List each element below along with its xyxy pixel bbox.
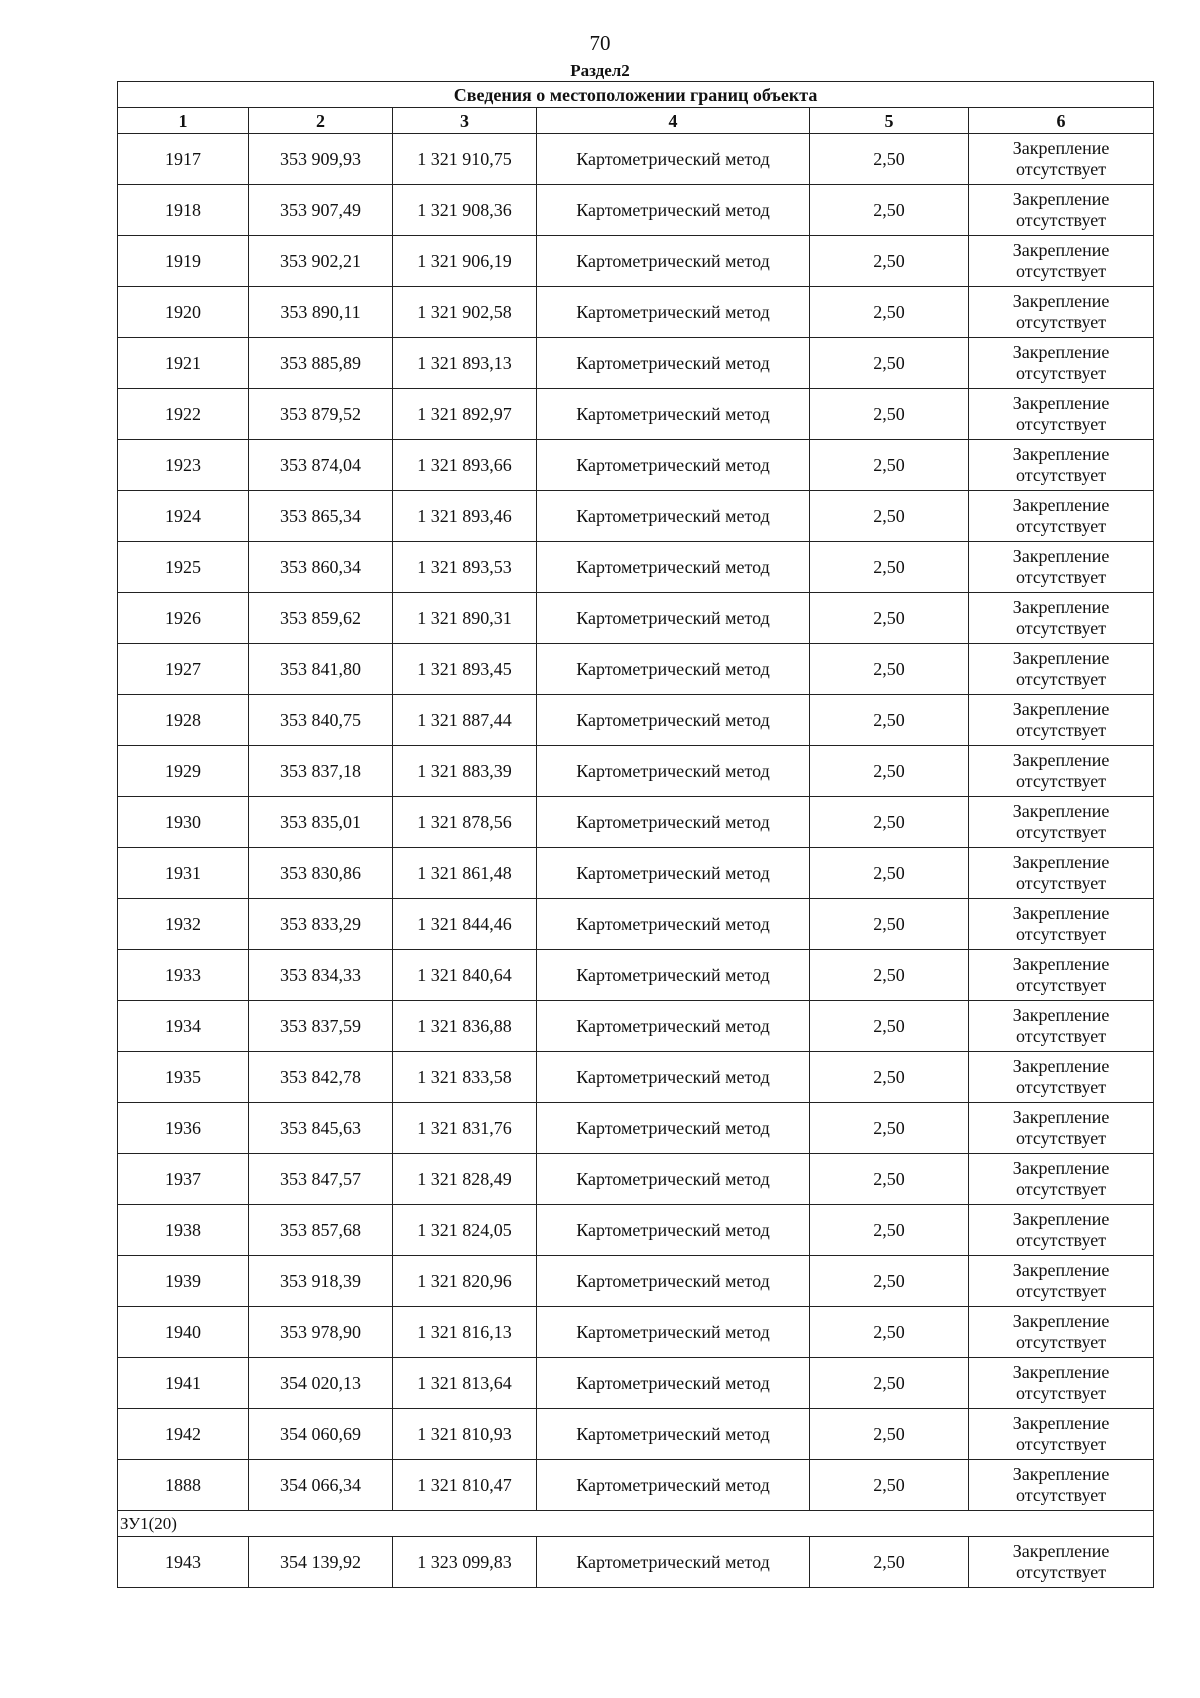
coordinate-x-cell: 353 833,29 — [249, 899, 393, 950]
accuracy-cell: 2,50 — [810, 1307, 969, 1358]
fixation-cell: Закрепление отсутствует — [969, 593, 1154, 644]
fixation-cell: Закрепление отсутствует — [969, 1409, 1154, 1460]
method-cell: Картометрический метод — [537, 1205, 810, 1256]
table-row — [118, 1052, 1154, 1103]
table-row — [118, 1154, 1154, 1205]
table-row — [118, 1460, 1154, 1511]
column-number-row — [118, 108, 1154, 134]
point-number-cell: 1920 — [118, 287, 249, 338]
point-number-cell: 1930 — [118, 797, 249, 848]
coordinate-x-cell: 353 978,90 — [249, 1307, 393, 1358]
page-number: 70 — [589, 31, 611, 55]
coordinate-x-cell: 353 907,49 — [249, 185, 393, 236]
table-row — [118, 440, 1154, 491]
coordinate-x-cell: 353 840,75 — [249, 695, 393, 746]
method-cell: Картометрический метод — [537, 440, 810, 491]
coordinate-y-cell: 1 321 893,53 — [393, 542, 537, 593]
point-number-cell: 1918 — [118, 185, 249, 236]
table-row — [118, 1358, 1154, 1409]
fixation-cell: Закрепление отсутствует — [969, 1537, 1154, 1588]
coordinate-y-cell: 1 321 893,45 — [393, 644, 537, 695]
coordinate-y-cell: 1 321 883,39 — [393, 746, 537, 797]
point-number-cell: 1926 — [118, 593, 249, 644]
point-number-cell: 1888 — [118, 1460, 249, 1511]
point-number-cell: 1936 — [118, 1103, 249, 1154]
accuracy-cell: 2,50 — [810, 644, 969, 695]
coordinate-x-cell: 353 874,04 — [249, 440, 393, 491]
coordinate-x-cell: 353 860,34 — [249, 542, 393, 593]
fixation-cell: Закрепление отсутствует — [969, 1001, 1154, 1052]
point-number-cell: 1943 — [118, 1537, 249, 1588]
coordinate-y-cell: 1 321 878,56 — [393, 797, 537, 848]
group-label-row — [118, 1511, 1154, 1537]
table-row — [118, 1409, 1154, 1460]
point-number-cell: 1939 — [118, 1256, 249, 1307]
coordinate-y-cell: 1 321 893,13 — [393, 338, 537, 389]
method-cell: Картометрический метод — [537, 644, 810, 695]
accuracy-cell: 2,50 — [810, 899, 969, 950]
coordinate-x-cell: 353 842,78 — [249, 1052, 393, 1103]
accuracy-cell: 2,50 — [810, 491, 969, 542]
table-body — [118, 134, 1154, 1511]
coordinate-y-cell: 1 321 824,05 — [393, 1205, 537, 1256]
method-cell: Картометрический метод — [537, 542, 810, 593]
fixation-cell: Закрепление отсутствует — [969, 440, 1154, 491]
fixation-cell: Закрепление отсутствует — [969, 695, 1154, 746]
accuracy-cell: 2,50 — [810, 389, 969, 440]
method-cell: Картометрический метод — [537, 185, 810, 236]
table-row — [118, 542, 1154, 593]
coordinate-x-cell: 353 845,63 — [249, 1103, 393, 1154]
accuracy-cell: 2,50 — [810, 1001, 969, 1052]
point-number-cell: 1923 — [118, 440, 249, 491]
coordinate-y-cell: 1 321 810,47 — [393, 1460, 537, 1511]
table-row — [118, 134, 1154, 185]
table-row — [118, 1256, 1154, 1307]
method-cell: Картометрический метод — [537, 1358, 810, 1409]
accuracy-cell: 2,50 — [810, 848, 969, 899]
coordinate-y-cell: 1 321 890,31 — [393, 593, 537, 644]
point-number-cell: 1932 — [118, 899, 249, 950]
coordinate-y-cell: 1 321 861,48 — [393, 848, 537, 899]
table-row — [118, 1103, 1154, 1154]
accuracy-cell: 2,50 — [810, 1205, 969, 1256]
accuracy-cell: 2,50 — [810, 1537, 969, 1588]
point-number-cell: 1929 — [118, 746, 249, 797]
fixation-cell: Закрепление отсутствует — [969, 236, 1154, 287]
point-number-cell: 1917 — [118, 134, 249, 185]
coordinate-x-cell: 353 909,93 — [249, 134, 393, 185]
table-caption-row — [118, 82, 1154, 108]
fixation-cell: Закрепление отсутствует — [969, 950, 1154, 1001]
table-row — [118, 746, 1154, 797]
method-cell: Картометрический метод — [537, 1460, 810, 1511]
coordinate-x-cell: 353 902,21 — [249, 236, 393, 287]
table-row — [118, 1307, 1154, 1358]
point-number-cell: 1925 — [118, 542, 249, 593]
table-row — [118, 389, 1154, 440]
column-number: 2 — [249, 108, 393, 134]
coordinate-y-cell: 1 321 893,46 — [393, 491, 537, 542]
coordinate-x-cell: 353 837,18 — [249, 746, 393, 797]
coordinate-y-cell: 1 321 810,93 — [393, 1409, 537, 1460]
accuracy-cell: 2,50 — [810, 593, 969, 644]
table-row — [118, 695, 1154, 746]
fixation-cell: Закрепление отсутствует — [969, 746, 1154, 797]
table-row — [118, 236, 1154, 287]
coordinate-x-cell: 354 139,92 — [249, 1537, 393, 1588]
table-row — [118, 950, 1154, 1001]
fixation-cell: Закрепление отсутствует — [969, 1154, 1154, 1205]
coordinate-y-cell: 1 321 813,64 — [393, 1358, 537, 1409]
table-row — [118, 338, 1154, 389]
boundary-table — [117, 81, 1154, 1588]
coordinate-x-cell: 353 879,52 — [249, 389, 393, 440]
method-cell: Картометрический метод — [537, 848, 810, 899]
fixation-cell: Закрепление отсутствует — [969, 491, 1154, 542]
column-number: 1 — [118, 108, 249, 134]
coordinate-x-cell: 353 865,34 — [249, 491, 393, 542]
table-row — [118, 899, 1154, 950]
method-cell: Картометрический метод — [537, 797, 810, 848]
point-number-cell: 1927 — [118, 644, 249, 695]
coordinate-y-cell: 1 321 836,88 — [393, 1001, 537, 1052]
accuracy-cell: 2,50 — [810, 1460, 969, 1511]
fixation-cell: Закрепление отсутствует — [969, 287, 1154, 338]
fixation-cell: Закрепление отсутствует — [969, 1460, 1154, 1511]
method-cell: Картометрический метод — [537, 236, 810, 287]
fixation-cell: Закрепление отсутствует — [969, 1103, 1154, 1154]
coordinate-y-cell: 1 321 816,13 — [393, 1307, 537, 1358]
coordinate-x-cell: 353 918,39 — [249, 1256, 393, 1307]
accuracy-cell: 2,50 — [810, 185, 969, 236]
fixation-cell: Закрепление отсутствует — [969, 1256, 1154, 1307]
coordinate-x-cell: 353 859,62 — [249, 593, 393, 644]
table-row — [118, 1205, 1154, 1256]
accuracy-cell: 2,50 — [810, 440, 969, 491]
group-table-body — [118, 1511, 1154, 1588]
point-number-cell: 1937 — [118, 1154, 249, 1205]
accuracy-cell: 2,50 — [810, 746, 969, 797]
column-number: 3 — [393, 108, 537, 134]
column-number: 4 — [537, 108, 810, 134]
column-number: 6 — [969, 108, 1154, 134]
point-number-cell: 1928 — [118, 695, 249, 746]
method-cell: Картометрический метод — [537, 287, 810, 338]
fixation-cell: Закрепление отсутствует — [969, 1307, 1154, 1358]
group-label: ЗУ1(20) — [118, 1511, 1154, 1537]
table-row — [118, 287, 1154, 338]
fixation-cell: Закрепление отсутствует — [969, 185, 1154, 236]
fixation-cell: Закрепление отсутствует — [969, 1052, 1154, 1103]
table-row — [118, 1537, 1154, 1588]
coordinate-y-cell: 1 321 840,64 — [393, 950, 537, 1001]
coordinate-y-cell: 1 321 902,58 — [393, 287, 537, 338]
point-number-cell: 1934 — [118, 1001, 249, 1052]
coordinate-y-cell: 1 321 831,76 — [393, 1103, 537, 1154]
coordinate-y-cell: 1 323 099,83 — [393, 1537, 537, 1588]
coordinate-x-cell: 353 834,33 — [249, 950, 393, 1001]
coordinate-x-cell: 353 857,68 — [249, 1205, 393, 1256]
point-number-cell: 1931 — [118, 848, 249, 899]
coordinate-y-cell: 1 321 908,36 — [393, 185, 537, 236]
column-number: 5 — [810, 108, 969, 134]
coordinate-x-cell: 354 020,13 — [249, 1358, 393, 1409]
fixation-cell: Закрепление отсутствует — [969, 899, 1154, 950]
accuracy-cell: 2,50 — [810, 287, 969, 338]
point-number-cell: 1921 — [118, 338, 249, 389]
fixation-cell: Закрепление отсутствует — [969, 389, 1154, 440]
point-number-cell: 1941 — [118, 1358, 249, 1409]
accuracy-cell: 2,50 — [810, 797, 969, 848]
fixation-cell: Закрепление отсутствует — [969, 1205, 1154, 1256]
method-cell: Картометрический метод — [537, 1409, 810, 1460]
fixation-cell: Закрепление отсутствует — [969, 797, 1154, 848]
point-number-cell: 1933 — [118, 950, 249, 1001]
coordinate-y-cell: 1 321 844,46 — [393, 899, 537, 950]
table-row — [118, 644, 1154, 695]
coordinate-y-cell: 1 321 833,58 — [393, 1052, 537, 1103]
accuracy-cell: 2,50 — [810, 134, 969, 185]
table-row — [118, 185, 1154, 236]
coordinate-y-cell: 1 321 828,49 — [393, 1154, 537, 1205]
method-cell: Картометрический метод — [537, 1052, 810, 1103]
coordinate-x-cell: 353 847,57 — [249, 1154, 393, 1205]
accuracy-cell: 2,50 — [810, 1358, 969, 1409]
point-number-cell: 1924 — [118, 491, 249, 542]
method-cell: Картометрический метод — [537, 338, 810, 389]
accuracy-cell: 2,50 — [810, 1409, 969, 1460]
coordinate-x-cell: 354 060,69 — [249, 1409, 393, 1460]
coordinate-y-cell: 1 321 887,44 — [393, 695, 537, 746]
point-number-cell: 1938 — [118, 1205, 249, 1256]
point-number-cell: 1935 — [118, 1052, 249, 1103]
fixation-cell: Закрепление отсутствует — [969, 848, 1154, 899]
method-cell: Картометрический метод — [537, 1256, 810, 1307]
method-cell: Картометрический метод — [537, 389, 810, 440]
accuracy-cell: 2,50 — [810, 1154, 969, 1205]
coordinate-y-cell: 1 321 906,19 — [393, 236, 537, 287]
section-title: Раздел2 — [570, 61, 630, 80]
method-cell: Картометрический метод — [537, 899, 810, 950]
table-row — [118, 1001, 1154, 1052]
coordinate-x-cell: 353 841,80 — [249, 644, 393, 695]
coordinate-y-cell: 1 321 893,66 — [393, 440, 537, 491]
method-cell: Картометрический метод — [537, 746, 810, 797]
method-cell: Картометрический метод — [537, 491, 810, 542]
method-cell: Картометрический метод — [537, 1103, 810, 1154]
coordinate-y-cell: 1 321 892,97 — [393, 389, 537, 440]
accuracy-cell: 2,50 — [810, 695, 969, 746]
fixation-cell: Закрепление отсутствует — [969, 1358, 1154, 1409]
point-number-cell: 1919 — [118, 236, 249, 287]
coordinate-x-cell: 353 835,01 — [249, 797, 393, 848]
coordinate-x-cell: 353 837,59 — [249, 1001, 393, 1052]
coordinate-x-cell: 354 066,34 — [249, 1460, 393, 1511]
coordinate-x-cell: 353 830,86 — [249, 848, 393, 899]
fixation-cell: Закрепление отсутствует — [969, 338, 1154, 389]
accuracy-cell: 2,50 — [810, 236, 969, 287]
accuracy-cell: 2,50 — [810, 542, 969, 593]
accuracy-cell: 2,50 — [810, 1256, 969, 1307]
coordinate-x-cell: 353 890,11 — [249, 287, 393, 338]
accuracy-cell: 2,50 — [810, 950, 969, 1001]
table-row — [118, 848, 1154, 899]
method-cell: Картометрический метод — [537, 1001, 810, 1052]
table-caption: Сведения о местоположении границ объекта — [118, 82, 1154, 108]
accuracy-cell: 2,50 — [810, 1052, 969, 1103]
fixation-cell: Закрепление отсутствует — [969, 644, 1154, 695]
method-cell: Картометрический метод — [537, 593, 810, 644]
method-cell: Картометрический метод — [537, 695, 810, 746]
fixation-cell: Закрепление отсутствует — [969, 134, 1154, 185]
method-cell: Картометрический метод — [537, 1154, 810, 1205]
table-row — [118, 491, 1154, 542]
table-row — [118, 797, 1154, 848]
coordinate-x-cell: 353 885,89 — [249, 338, 393, 389]
coordinate-y-cell: 1 321 820,96 — [393, 1256, 537, 1307]
method-cell: Картометрический метод — [537, 1537, 810, 1588]
method-cell: Картометрический метод — [537, 134, 810, 185]
method-cell: Картометрический метод — [537, 950, 810, 1001]
point-number-cell: 1922 — [118, 389, 249, 440]
fixation-cell: Закрепление отсутствует — [969, 542, 1154, 593]
accuracy-cell: 2,50 — [810, 1103, 969, 1154]
method-cell: Картометрический метод — [537, 1307, 810, 1358]
point-number-cell: 1940 — [118, 1307, 249, 1358]
table-row — [118, 593, 1154, 644]
accuracy-cell: 2,50 — [810, 338, 969, 389]
coordinate-y-cell: 1 321 910,75 — [393, 134, 537, 185]
point-number-cell: 1942 — [118, 1409, 249, 1460]
